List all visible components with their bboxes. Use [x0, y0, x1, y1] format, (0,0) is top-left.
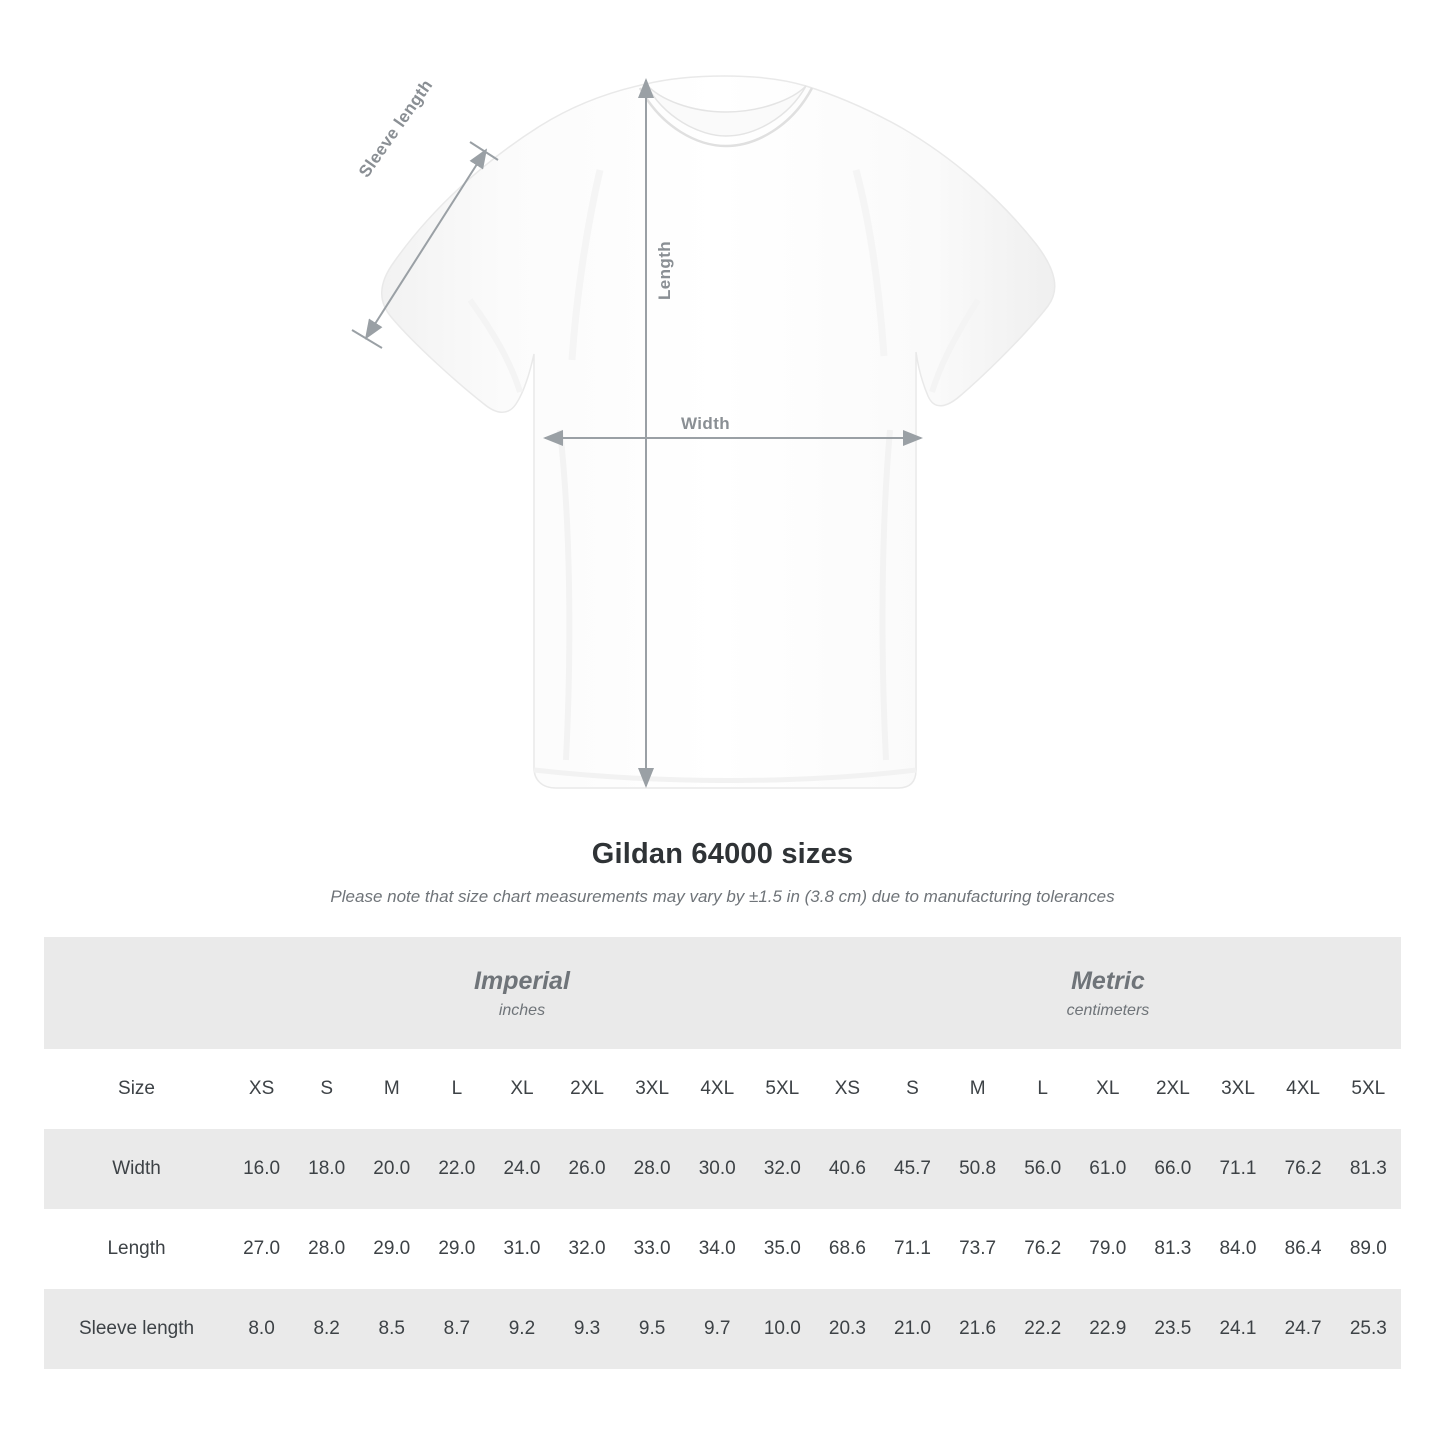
- cell-length: 81.3: [1140, 1209, 1205, 1289]
- size-header-cell: L: [424, 1049, 489, 1129]
- size-header-cell: 4XL: [1271, 1049, 1336, 1129]
- cell-sleeve: 9.2: [489, 1289, 554, 1369]
- size-header-cell: S: [294, 1049, 359, 1129]
- size-column-label: Size: [44, 1049, 229, 1129]
- cell-sleeve: 8.2: [294, 1289, 359, 1369]
- size-header-cell: 3XL: [1205, 1049, 1270, 1129]
- cell-width: 18.0: [294, 1129, 359, 1209]
- cell-sleeve: 9.5: [620, 1289, 685, 1369]
- width-label: Width: [681, 414, 731, 433]
- size-header-cell: L: [1010, 1049, 1075, 1129]
- cell-width: 66.0: [1140, 1129, 1205, 1209]
- metric-sub: centimeters: [1066, 1002, 1150, 1020]
- table-row: [44, 1129, 1401, 1209]
- cell-width: 56.0: [1010, 1129, 1075, 1209]
- cell-width: 50.8: [945, 1129, 1010, 1209]
- cell-width: 22.0: [424, 1129, 489, 1209]
- imperial-sub: inches: [498, 1002, 546, 1020]
- size-header-cell: XS: [815, 1049, 880, 1129]
- cell-width: 26.0: [555, 1129, 620, 1209]
- cell-length: 35.0: [750, 1209, 815, 1289]
- unit-header-metric: [815, 937, 1401, 1049]
- cell-width: 32.0: [750, 1129, 815, 1209]
- cell-width: 16.0: [229, 1129, 294, 1209]
- metric-name: Metric: [1071, 966, 1145, 995]
- size-header-cell: 3XL: [620, 1049, 685, 1129]
- cell-width: 71.1: [1205, 1129, 1270, 1209]
- unit-header-row: [44, 937, 1401, 1049]
- cell-width: 30.0: [685, 1129, 750, 1209]
- size-header-cell: 2XL: [1140, 1049, 1205, 1129]
- title-block: [0, 838, 1445, 907]
- cell-length: 84.0: [1205, 1209, 1270, 1289]
- cell-sleeve: 8.7: [424, 1289, 489, 1369]
- cell-width: 45.7: [880, 1129, 945, 1209]
- cell-sleeve: 22.2: [1010, 1289, 1075, 1369]
- cell-width: 20.0: [359, 1129, 424, 1209]
- size-header-cell: 2XL: [555, 1049, 620, 1129]
- cell-length: 29.0: [424, 1209, 489, 1289]
- size-header-cell: XS: [229, 1049, 294, 1129]
- cell-sleeve: 24.7: [1271, 1289, 1336, 1369]
- unit-header-imperial: [229, 937, 815, 1049]
- size-header-cell: M: [359, 1049, 424, 1129]
- size-header-cell: 5XL: [750, 1049, 815, 1129]
- cell-length: 71.1: [880, 1209, 945, 1289]
- cell-width: 61.0: [1075, 1129, 1140, 1209]
- sleeve-length-label: Sleeve length: [355, 75, 437, 181]
- size-header-cell: XL: [489, 1049, 554, 1129]
- cell-length: 76.2: [1010, 1209, 1075, 1289]
- cell-width: 81.3: [1336, 1129, 1401, 1209]
- size-header-cell: M: [945, 1049, 1010, 1129]
- cell-sleeve: 8.5: [359, 1289, 424, 1369]
- cell-sleeve: 21.6: [945, 1289, 1010, 1369]
- cell-width: 24.0: [489, 1129, 554, 1209]
- cell-length: 89.0: [1336, 1209, 1401, 1289]
- cell-length: 31.0: [489, 1209, 554, 1289]
- cell-sleeve: 24.1: [1205, 1289, 1270, 1369]
- cell-length: 68.6: [815, 1209, 880, 1289]
- cell-sleeve: 21.0: [880, 1289, 945, 1369]
- cell-width: 28.0: [620, 1129, 685, 1209]
- length-label: Length: [655, 240, 674, 300]
- size-header-row: [44, 1049, 1401, 1129]
- unit-header-spacer: [44, 937, 229, 1049]
- page-title: Gildan 64000 sizes: [591, 838, 854, 870]
- size-table: [44, 937, 1401, 1369]
- cell-length: 33.0: [620, 1209, 685, 1289]
- cell-length: 86.4: [1271, 1209, 1336, 1289]
- cell-sleeve: 8.0: [229, 1289, 294, 1369]
- size-header-cell: S: [880, 1049, 945, 1129]
- size-header-cell: 5XL: [1336, 1049, 1401, 1129]
- cell-sleeve: 10.0: [750, 1289, 815, 1369]
- cell-sleeve: 23.5: [1140, 1289, 1205, 1369]
- size-header-cell: 4XL: [685, 1049, 750, 1129]
- cell-sleeve: 25.3: [1336, 1289, 1401, 1369]
- cell-length: 28.0: [294, 1209, 359, 1289]
- cell-length: 29.0: [359, 1209, 424, 1289]
- cell-sleeve: 20.3: [815, 1289, 880, 1369]
- imperial-name: Imperial: [474, 966, 570, 995]
- cell-length: 32.0: [555, 1209, 620, 1289]
- row-label-sleeve-length: Sleeve length: [44, 1289, 229, 1369]
- cell-width: 40.6: [815, 1129, 880, 1209]
- cell-sleeve: 22.9: [1075, 1289, 1140, 1369]
- row-label-length: Length: [44, 1209, 229, 1289]
- cell-width: 76.2: [1271, 1129, 1336, 1209]
- cell-length: 79.0: [1075, 1209, 1140, 1289]
- tolerance-note: Please note that size chart measurements may vary by ±1.5 in (3.8 cm) due to manufacturing tolerances: [330, 887, 1115, 906]
- row-label-width: Width: [44, 1129, 229, 1209]
- cell-length: 73.7: [945, 1209, 1010, 1289]
- size-header-cell: XL: [1075, 1049, 1140, 1129]
- table-row: [44, 1209, 1401, 1289]
- cell-sleeve: 9.3: [555, 1289, 620, 1369]
- cell-length: 34.0: [685, 1209, 750, 1289]
- cell-sleeve: 9.7: [685, 1289, 750, 1369]
- cell-length: 27.0: [229, 1209, 294, 1289]
- size-table-wrapper: [44, 937, 1401, 1369]
- table-row: [44, 1289, 1401, 1369]
